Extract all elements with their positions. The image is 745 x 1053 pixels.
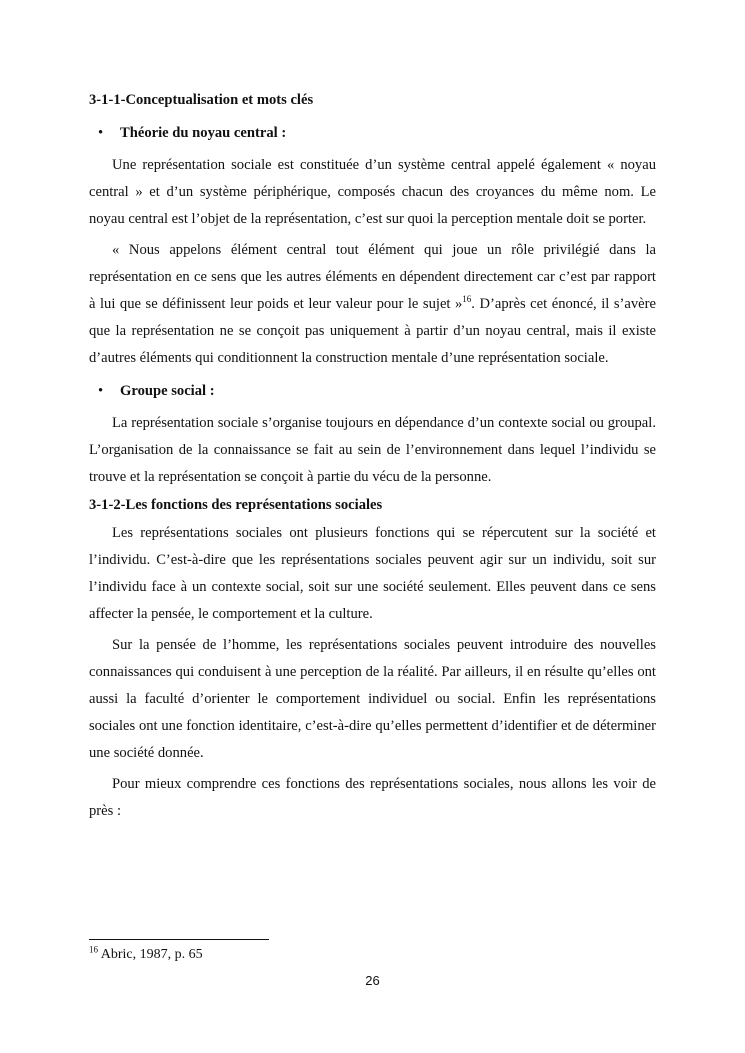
footnote-text: Abric, 1987, p. 65 — [98, 947, 203, 962]
paragraph-citation-abric — [89, 237, 656, 372]
quote-continuation: . D’après cet énoncé, il s’avère que la représentation ne se conçoit pas uniquement à partir d’un noyau central, mais il existe d’autres éléments qui conditionnent la construction mentale d’une représentation sociale. — [89, 296, 656, 366]
paragraph-pensee: Sur la pensée de l’homme, les représentations sociales peuvent introduire des nouvelles connaissances qui conduisent à une perception de la réalité. Par ailleurs, il en résulte qu’elles ont aussi la faculté d’orienter le comportement individuel ou social. Enfin les représentations sociales ont une fonction identitaire, c’est-à-dire qu’elles permettent d’identifier et de déterminer une société donnée. — [89, 637, 656, 761]
paragraph-groupe-social: La représentation sociale s’organise toujours en dépendance d’un contexte social ou groupal. L’organisation de la connaissance se fait au sein de l’environnement dans lequel l’individu se trouve et la représentation se conçoit à partie du vécu de la personne. — [89, 415, 656, 485]
paragraph-fonctions: Les représentations sociales ont plusieurs fonctions qui se répercutent sur la société et l’individu. C’est-à-dire que les représentations sociales peuvent agir sur un individu, soit sur l’individu face à un contexte social, soit sur une société seulement. Elles peuvent dans ce sens affecter la pensée, le comportement et la culture. — [89, 525, 656, 622]
footnote-number: 16 — [89, 944, 98, 955]
paragraph-conclusion: Pour mieux comprendre ces fonctions des représentations sociales, nous allons les voir de près : — [89, 776, 656, 819]
bullet-label: Théorie du noyau central : — [120, 125, 287, 141]
paragraph-noyau-central: Une représentation sociale est constituée d’un système central appelé également « noyau central » et d’un système périphérique, composés chacun des croyances du même nom. Le noyau central est l’objet de la représentation, c’est sur quoi la perception mentale doit se porter. — [89, 157, 656, 227]
section-heading-conceptualisation: 3-1-1-Conceptualisation et mots clés — [89, 92, 314, 108]
footnote — [89, 946, 203, 964]
bullet-theorie-noyau-central — [89, 123, 656, 143]
bullet-label: Groupe social : — [120, 383, 215, 399]
bullet-groupe-social — [89, 381, 656, 401]
bullet-marker: • — [98, 383, 104, 399]
quote-text: « Nous appelons élément central tout élément qui joue un rôle privilégié dans la représentation en ce sens que les autres éléments en dépendent directement car c’est par rapport à lui que se définissent leur poids et leur valeur pour le sujet » — [89, 242, 656, 312]
footnote-reference: 16 — [462, 294, 472, 305]
footnote-separator — [89, 939, 269, 940]
page-number: 26 — [365, 973, 380, 988]
bullet-marker: • — [98, 125, 104, 141]
section-heading-fonctions: 3-1-2-Les fonctions des représentations sociales — [89, 497, 383, 513]
page-content — [89, 90, 656, 825]
